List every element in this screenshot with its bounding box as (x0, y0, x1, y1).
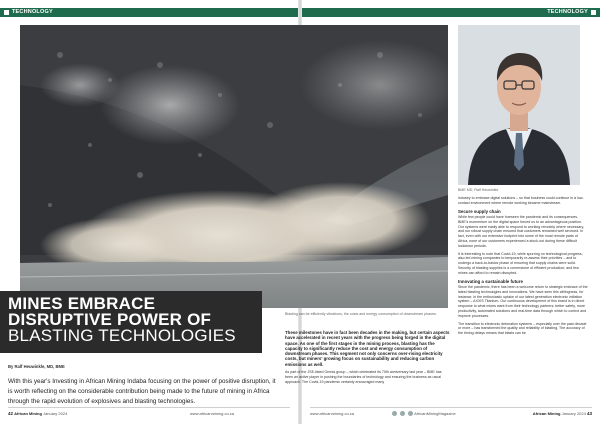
article-intro: With this year's Investing in African Mining Indaba focusing on the power of positive disruption, it is worth reflecting on the considerable contribution being made to the future of mining in Africa through the rapid evolution of explosives and blasting technologies. (8, 378, 276, 405)
blasting-photo (20, 25, 448, 308)
right-issue-date: January 2024 (561, 411, 586, 416)
section-heading-sustainable-future: Innovating a sustainable future (458, 278, 523, 284)
footer-rule-right (310, 407, 592, 408)
right-section-label: TECHNOLOGY (547, 9, 588, 15)
right-body-column (458, 196, 588, 339)
social-links[interactable] (390, 410, 456, 418)
twitter-icon[interactable] (400, 411, 405, 416)
footer-left (8, 410, 67, 418)
footer-right (533, 410, 592, 418)
social-handle: AfricanMiningMagazine (414, 411, 456, 416)
supply-chain-paragraph-1: While few people could have foreseen the pandemic and its consequences, BME's momentum on the digital space forced us to an advantageous position. Our systems were easily able to respond to working remotely where necessary, and our robust supply chain ensured that customers remained well serviced. In fact, even with our extensive footprint into some of the most remote parts of Africa, none of our customers experienced a stock-out during these difficult lockdown periods. (458, 215, 584, 248)
left-section-header (0, 8, 298, 17)
left-section-label: TECHNOLOGY (12, 9, 53, 15)
sustainable-future-paragraph-1: Since the pandemic, there has been a welcome return to strategic embrace of the latest blasting technologies and innovations. We have seen this willingness, for instance, in the enthusiastic uptake of our latest generation electronic initiation system – AXXIS Titanium. Our continuous development of this brand is in direct response to what mines want from their technology partners: better safety, more productivity, automated solutions and real-time data through which to control and improve processes. (458, 284, 588, 318)
section-heading-supply-chain: Secure supply chain (458, 208, 501, 214)
portrait-caption: BME MD, Ralf Heuwinkle (458, 188, 499, 192)
section-marker-icon (591, 10, 596, 15)
left-page-number: 42 (8, 411, 14, 416)
article-byline: By Ralf Heuwinkle, MD, BME (8, 364, 65, 369)
body-paragraph: As part of the JSE-listed Omnia group – which celebrated its 70th anniversary last year – BME has been an active player in pushing the boundaries of technology and ensuring the business as usual approach. The Covid-19 pandemic certainly encouraged many (285, 370, 442, 384)
facebook-icon[interactable] (392, 411, 397, 416)
article-headline (8, 296, 268, 344)
headline-line-3: BLASTING TECHNOLOGIES (8, 326, 236, 345)
right-magazine-name: African Mining (532, 411, 561, 416)
lead-paragraph: These milestones have in fact been decades in the making, but certain aspects have accelerated in recent years with the progress being forged in the digital space. As one of the first stages in the mining process, blasting has the capacity to significantly reduce the cost and energy consumption of downstream phases. This segment not only concerns over-rising electricity costs, but miners' growing focus on sustainability and reducing carbon emissions as well. (285, 330, 450, 367)
left-issue-date: January 2024 (43, 411, 68, 416)
supply-chain-paragraph-2: It is interesting to note that Covid-19, while spurring on technological progress, also led mining companies to temporarily re-assess their priorities – and to undergo a back-to-basics phase of ensuring that supply chains were solid. Security of blasting supplies is a cornerstone of efficient production; and few mines can afford to remain disrupted. (458, 251, 583, 275)
right-section-header (302, 8, 600, 17)
right-intro-paragraph: industry to embrace digital solutions – so that business could continue in a low-contact environment where remote working became mainstream. (458, 196, 584, 205)
footer-rule-left (8, 407, 290, 408)
section-marker-icon (4, 10, 9, 15)
right-footer-url[interactable]: www.africanmining.co.za (310, 411, 355, 416)
left-footer-url[interactable]: www.africanmining.co.za (190, 411, 235, 416)
right-page-number: 43 (586, 411, 592, 416)
linkedin-icon[interactable] (408, 411, 413, 416)
headline-line-1: MINES EMBRACE (8, 294, 156, 313)
headline-line-2: DISRUPTIVE POWER OF (8, 310, 212, 329)
article-body-column (285, 330, 450, 387)
sustainable-future-paragraph-2: The transition to electronic detonation systems – especially over the past decade or more – has transformed the quality and reliability of blasting. The accuracy of the timing delays means that blasts can be (458, 321, 587, 336)
photo-caption: Blasting can be efficiently vibrations, the costs and energy consumption of downstream phases. (285, 312, 437, 316)
author-portrait (458, 25, 580, 185)
left-magazine-name: African Mining (14, 411, 42, 416)
